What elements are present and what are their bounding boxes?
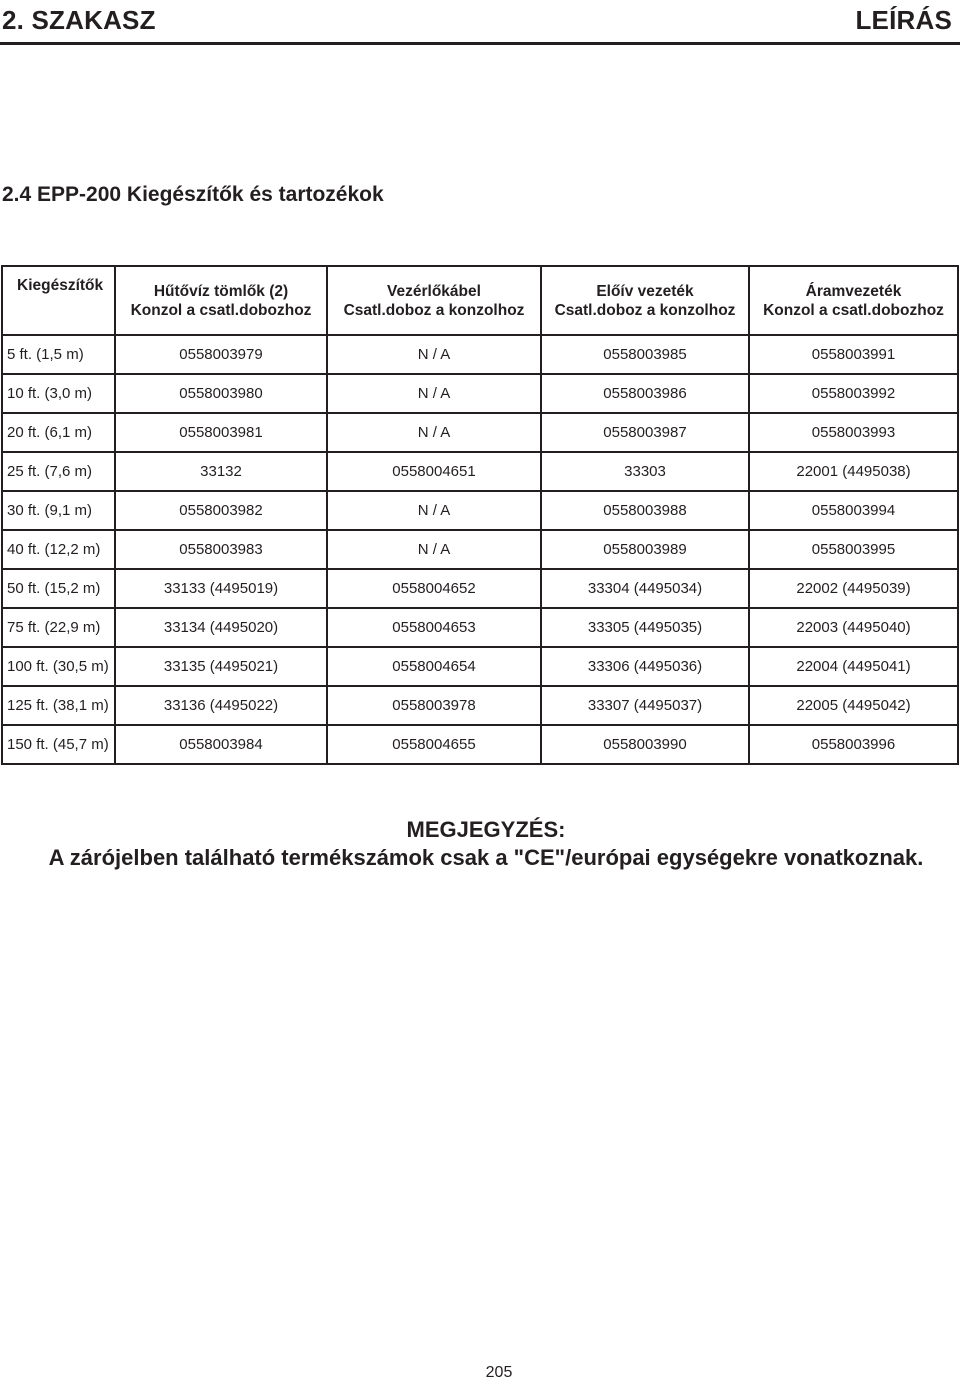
- pilot-arc-lead-cell: 33304 (4495034): [541, 569, 749, 608]
- coolant-hoses-cell: 0558003981: [115, 413, 327, 452]
- table-header-row: [2, 266, 958, 335]
- row-length-cell: 75 ft. (22,9 m): [2, 608, 115, 647]
- column-header-label: Hűtővíz tömlők (2): [153, 282, 289, 300]
- row-length-cell: 125 ft. (38,1 m): [2, 686, 115, 725]
- table-row: [2, 569, 958, 608]
- pilot-arc-lead-cell: 0558003989: [541, 530, 749, 569]
- table-row: [2, 335, 958, 374]
- column-header-label: Áramvezeték: [805, 282, 902, 300]
- pilot-arc-lead-cell: 0558003987: [541, 413, 749, 452]
- control-cable-cell: N / A: [327, 530, 541, 569]
- column-header-coolant-hoses: [115, 266, 327, 335]
- control-cable-cell: 0558004655: [327, 725, 541, 764]
- coolant-hoses-cell: 33134 (4495020): [115, 608, 327, 647]
- coolant-hoses-cell: 0558003983: [115, 530, 327, 569]
- coolant-hoses-cell: 0558003979: [115, 335, 327, 374]
- coolant-hoses-cell: 0558003980: [115, 374, 327, 413]
- column-header-sublabel: Konzol a csatl.dobozhoz: [130, 301, 312, 319]
- table-row: [2, 452, 958, 491]
- pilot-arc-lead-cell: 33306 (4495036): [541, 647, 749, 686]
- power-cable-cell: 22004 (4495041): [749, 647, 958, 686]
- power-cable-cell: 0558003995: [749, 530, 958, 569]
- power-cable-cell: 0558003996: [749, 725, 958, 764]
- coolant-hoses-cell: 0558003984: [115, 725, 327, 764]
- table-row: [2, 413, 958, 452]
- control-cable-cell: N / A: [327, 374, 541, 413]
- column-header-sublabel: Csatl.doboz a konzolhoz: [554, 301, 736, 319]
- table-row: [2, 374, 958, 413]
- row-length-cell: 50 ft. (15,2 m): [2, 569, 115, 608]
- row-length-cell: 20 ft. (6,1 m): [2, 413, 115, 452]
- row-length-cell: 5 ft. (1,5 m): [2, 335, 115, 374]
- row-length-cell: 25 ft. (7,6 m): [2, 452, 115, 491]
- column-header-label: Előív vezeték: [596, 282, 694, 300]
- control-cable-cell: 0558003978: [327, 686, 541, 725]
- note-text: A zárójelben található termékszámok csak a "CE"/európai egységekre vonatkoznak.: [48, 845, 924, 870]
- control-cable-cell: 0558004653: [327, 608, 541, 647]
- power-cable-cell: 22003 (4495040): [749, 608, 958, 647]
- chapter-label: LEÍRÁS: [855, 5, 952, 35]
- pilot-arc-lead-cell: 33303: [541, 452, 749, 491]
- power-cable-cell: 22001 (4495038): [749, 452, 958, 491]
- coolant-hoses-cell: 33135 (4495021): [115, 647, 327, 686]
- pilot-arc-lead-cell: 0558003990: [541, 725, 749, 764]
- table-row: [2, 686, 958, 725]
- pilot-arc-lead-cell: 0558003988: [541, 491, 749, 530]
- row-length-cell: 40 ft. (12,2 m): [2, 530, 115, 569]
- table-row: [2, 647, 958, 686]
- coolant-hoses-cell: 0558003982: [115, 491, 327, 530]
- power-cable-cell: 0558003992: [749, 374, 958, 413]
- column-header-sublabel: Konzol a csatl.dobozhoz: [763, 301, 944, 319]
- accessories-table: [1, 265, 959, 765]
- power-cable-cell: 0558003994: [749, 491, 958, 530]
- row-length-cell: 100 ft. (30,5 m): [2, 647, 115, 686]
- control-cable-cell: 0558004654: [327, 647, 541, 686]
- column-header-label: Kiegészítők: [17, 277, 104, 294]
- pilot-arc-lead-cell: 33307 (4495037): [541, 686, 749, 725]
- section-title: 2.4 EPP-200 Kiegészítők és tartozékok: [2, 183, 384, 206]
- table-row: [2, 530, 958, 569]
- control-cable-cell: 0558004652: [327, 569, 541, 608]
- column-header-control-cable: [327, 266, 541, 335]
- coolant-hoses-cell: 33136 (4495022): [115, 686, 327, 725]
- pilot-arc-lead-cell: 33305 (4495035): [541, 608, 749, 647]
- table-row: [2, 608, 958, 647]
- column-header-accessories: [2, 266, 115, 335]
- column-header-pilot-arc-lead: [541, 266, 749, 335]
- page-header: [0, 0, 960, 43]
- table-row: [2, 725, 958, 764]
- control-cable-cell: 0558004651: [327, 452, 541, 491]
- power-cable-cell: 22002 (4495039): [749, 569, 958, 608]
- power-cable-cell: 0558003993: [749, 413, 958, 452]
- row-length-cell: 30 ft. (9,1 m): [2, 491, 115, 530]
- coolant-hoses-cell: 33132: [115, 452, 327, 491]
- header-divider: [0, 42, 960, 45]
- power-cable-cell: 0558003991: [749, 335, 958, 374]
- column-header-sublabel: Csatl.doboz a konzolhoz: [343, 301, 525, 319]
- note-block: [0, 816, 960, 872]
- section-label: 2. SZAKASZ: [2, 5, 156, 35]
- pilot-arc-lead-cell: 0558003985: [541, 335, 749, 374]
- note-title: MEGJEGYZÉS:: [406, 817, 566, 842]
- column-header-power-cable: [749, 266, 958, 335]
- column-header-label: Vezérlőkábel: [387, 282, 481, 300]
- table-row: [2, 491, 958, 530]
- control-cable-cell: N / A: [327, 413, 541, 452]
- power-cable-cell: 22005 (4495042): [749, 686, 958, 725]
- control-cable-cell: N / A: [327, 335, 541, 374]
- row-length-cell: 150 ft. (45,7 m): [2, 725, 115, 764]
- page-number: 205: [485, 1364, 513, 1381]
- coolant-hoses-cell: 33133 (4495019): [115, 569, 327, 608]
- row-length-cell: 10 ft. (3,0 m): [2, 374, 115, 413]
- control-cable-cell: N / A: [327, 491, 541, 530]
- pilot-arc-lead-cell: 0558003986: [541, 374, 749, 413]
